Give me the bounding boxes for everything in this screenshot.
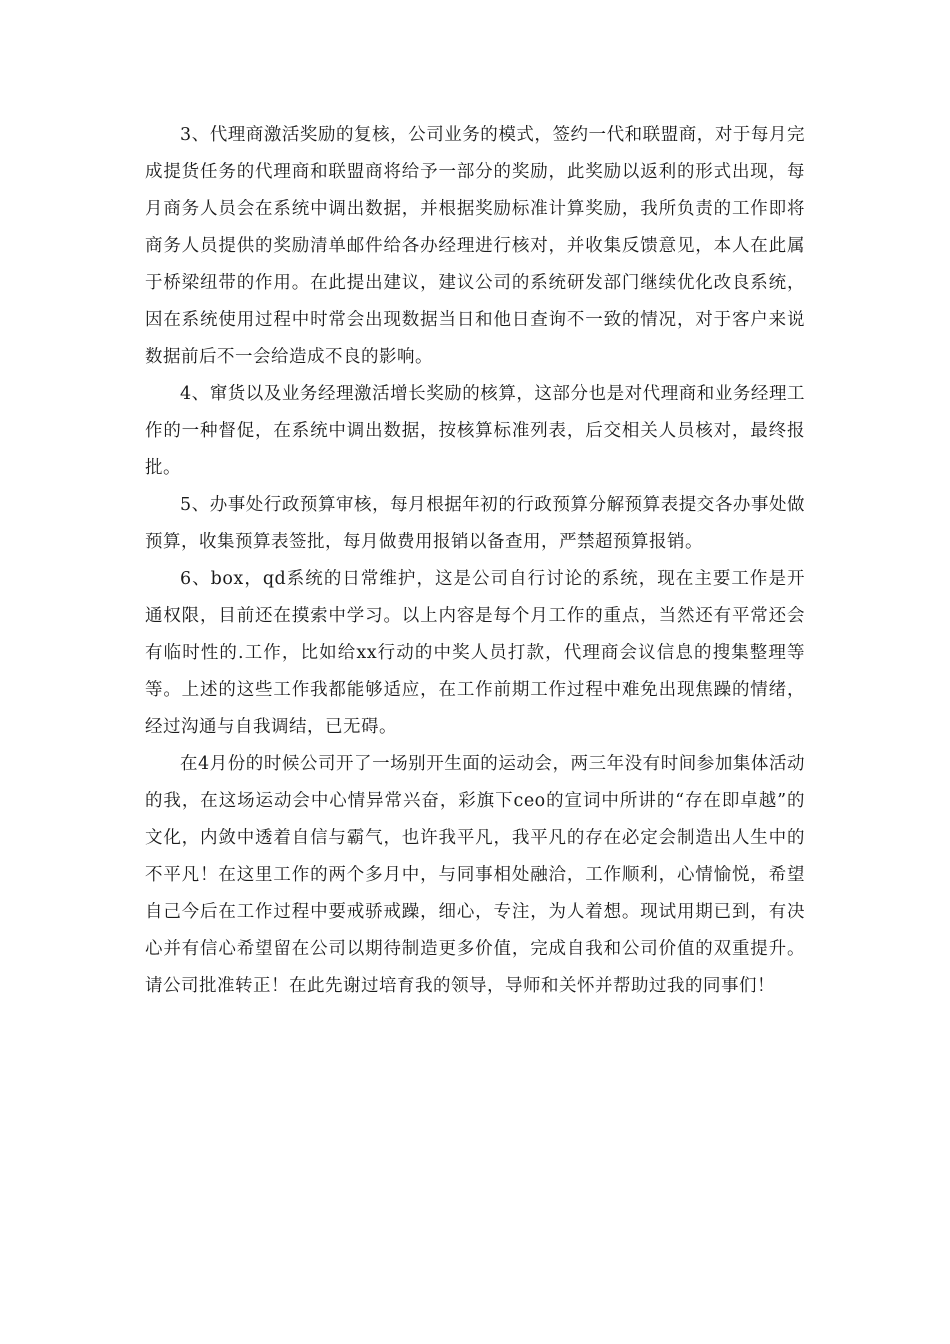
paragraph-item-5: 5、办事处行政预算审核，每月根据年初的行政预算分解预算表提交各办事处做预算，收集预算表签批，每月做费用报销以备查用，严禁超预算报销。 — [145, 495, 805, 552]
document-body — [145, 117, 805, 1005]
paragraph-closing: 在4月份的时候公司开了一场别开生面的运动会，两三年没有时间参加集体活动的我，在这场运动会中心情异常兴奋，彩旗下ceo的宣词中所讲的“存在即卓越”的文化，内敛中透着自信与霸气，也许我平凡，我平凡的存在必定会制造出人生中的不平凡！在这里工作的两个多月中，与同事相处融洽，工作顺利，心情愉悦，希望自己今后在工作过程中要戒骄戒躁，细心，专注，为人着想。现试用期已到，有决心并有信心希望留在公司以期待制造更多价值，完成自我和公司价值的双重提升。请公司批准转正！在此先谢过培育我的领导，导师和关怀并帮助过我的同事们！ — [145, 754, 805, 996]
paragraph-item-6: 6、box，qd系统的日常维护，这是公司自行讨论的系统，现在主要工作是开通权限，目前还在摸索中学习。以上内容是每个月工作的重点，当然还有平常还会有临时性的.工作，比如给xx行动的中奖人员打款，代理商会议信息的搜集整理等等。上述的这些工作我都能够适应，在工作前期工作过程中难免出现焦躁的情绪，经过沟通与自我调结，已无碍。 — [145, 569, 805, 737]
paragraph-item-4: 4、窜货以及业务经理激活增长奖励的核算，这部分也是对代理商和业务经理工作的一种督促，在系统中调出数据，按核算标准列表，后交相关人员核对，最终报批。 — [145, 384, 805, 478]
paragraph-item-3: 3、代理商激活奖励的复核，公司业务的模式，签约一代和联盟商，对于每月完成提货任务的代理商和联盟商将给予一部分的奖励，此奖励以返利的形式出现，每月商务人员会在系统中调出数据，并根据奖励标准计算奖励，我所负责的工作即将商务人员提供的奖励清单邮件给各办经理进行核对，并收集反馈意见，本人在此属于桥梁纽带的作用。在此提出建议，建议公司的系统研发部门继续优化改良系统，因在系统使用过程中时常会出现数据当日和他日查询不一致的情况，对于客户来说数据前后不一会给造成不良的影响。 — [145, 125, 805, 367]
